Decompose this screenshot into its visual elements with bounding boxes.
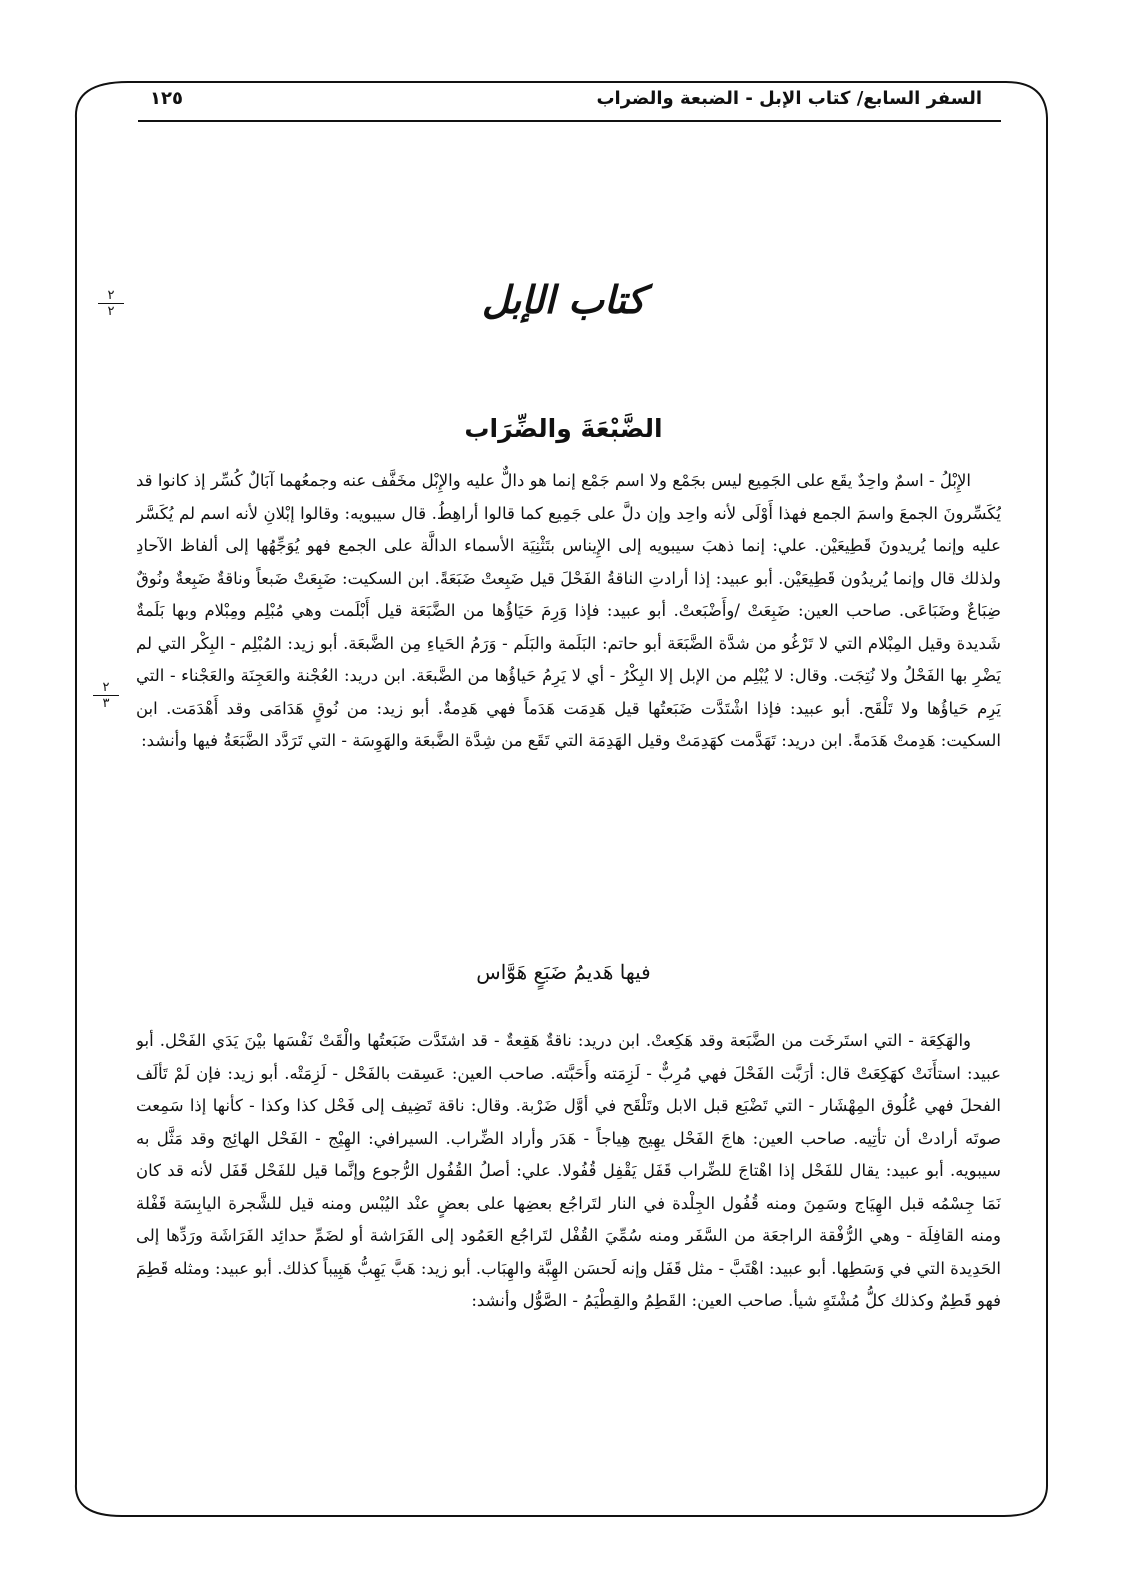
page-number: ١٢٥ (150, 88, 183, 109)
header-divider (138, 120, 1001, 122)
paragraph-text: الإِبْلُ - اسمٌ واحِدٌ يقَع على الجَمِيع ليس بجَمْع ولا اسم جَمْع إنما هو دالٌّ عليه والإِبْل مخَفَّف عنه وجمعُهما آبَالٌ كُسِّر إذ كانوا قد يُكَسِّرونَ الجمعَ واسمَ الجمع فهذا أَوْلَى لأنه واحِد وإن دلَّ على جَمِيع كما قالوا أراهِطُ. قال سيبويه: وقالوا إبْلانِ لأنه اسم لم يُكَسَّر عليه وإنما يُريدونَ قَطِيعَيْن. علي: إنما ذهبَ سيبويه إلى الإِيناس بتَثْنِيَة الأسماء الدالَّة على الجمع فهو يُوَجِّهُها إلى ألفاظ الآحادِ ولذلك قال وإنما يُريدُون قَطِيعَيْن. أبو عبيد: إذا أرادتِ الناقةُ الفَحْلَ قيل ضَبِعتْ ضَبَعَةً. ابن السكيت: ضَبِعَتْ ضَبعاً وناقةٌ ضَبِعةٌ ونُوقٌ ضِبَاعٌ وضَبَاعَى. صاحب العين: ضَبِعَتْ /وأَضْبَعتْ. أبو عبيد: فإذا وَرِمَ حَيَاؤُها من الضَّبَعَة قيل أَبْلَمت وهي مُبْلِم ومِبْلام وبها بَلَمةٌ شَديدة وقيل المِبْلام التي لا تَرْغُو من شدَّة الضَّبَعَة أبو حاتم: البَلَمة والبَلَم - وَرَمُ الحَياءِ مِن الضَّبعَة. أبو زيد: المُبْلِم - البِكْر التي لم يَضْرِ بها الفَحْلُ ولا نُتِجَت. وقال: لا يُبْلِم من الإبل إلا البِكْرُ - أي لا يَرِمُ حَياؤُها من الضَّبعَة. ابن دريد: العُجْنة والعَجِنَة والعَجْناء - التي يَرِم حَياؤُها ولا تَلْقَح. أبو عبيد: فإذا اشْتَدَّت ضَبَعتُها قيل هَدِمَت هَدَماً فهي هَدِمةٌ. أبو زيد: من نُوقٍ هَدَامَى وقد أَهْدَمَت. ابن السكيت: هَدِمتْ هَدَمةً. ابن دريد: تَهَدَّمت كهَدِمَتْ وقيل الهَدِمَة التي تَقَع من شِدَّة الضَّبعَة والهَوِسَة - التي تَرَدَّد الضَّبَعَةُ فيها وأنشد: (136, 471, 1001, 750)
margin-folio-bottom: ٢ (107, 304, 115, 319)
book-title: كتاب الإبل (481, 278, 646, 322)
margin-folio-top: ٢ (98, 288, 124, 304)
margin-folio-top: ٢ (93, 680, 119, 696)
verse-line: فيها هَديمُ ضَبَعٍ هَوَّاس (476, 960, 651, 984)
paragraph-text: والهَكِعَة - التي استَرخَت من الضَّبَعة وقد هَكِعتْ. ابن دريد: ناقةٌ هَقِعةٌ - قد اشتَدَّت ضَبَعتُها والْقَتْ نَفْسَها بيْنَ يَدَي الفَحْل. أبو عبيد: استأَنَتْ كهَكِعَتْ قال: أرَبَّت الفَحْلَ فهي مُرِبٌّ - لَزِمَته وأَحَبَّته. صاحب العين: عَسِقت بالفَحْل - لَزِمَتْه. أبو زيد: فإن لَمْ تَألَف الفحلَ فهي عُلُوق المِهْشَار - التي تَضْبَع قبل الابل وتَلْقَح في أوَّل ضَرْبة. وقال: ناقة تَضِيف إلى فَحْل كذا وكذا - كأنها إذا سَمِعت صوتَه أرادتْ أن تأتِيه. صاحب العين: هاجَ الفَحْل يهِيج هِياجاً - هَدَر وأراد الضِّراب. السيرافي: الهِيْج - الفَحْل الهائِج وقد مَثَّل به سيبويه. أبو عبيد: يقال للفَحْل إذا اهْتاجَ للضِّراب قَفَل يَقْفِل قُفُولا. علي: أصلُ القُفُول الرُّجوع وإنَّما قيل للفَحْل قَفَل لأنه قد كان نَمَا جِسْمُه قبل الهِيَاج وسَمِنَ ومنه قُفُول الجِلْدة في النار لتَراجُع بعضِها على بعضٍ عنْد اليُبْس ومنه قيل للشَّجرة اليابِسَة قَفْلة ومنه القافِلَة - وهي الرُّفْقة الراجعَة من السَّفَر ومنه سُمِّيَ القُفْل لتَراجُع العَمُود إلى الفَرَاشة أو لضَمِّ حدائِد الفَرَاشَة ورَدِّها إلى الحَدِيدة التي في وَسَطِها. أبو عبيد: اهْتَبَّ - مثل قَفَل وإنه لَحسَن الهِبَّة والهِبَاب. أبو زيد: هَبَّ يَهِبُّ هَبِيباً كذلك. أبو عبيد: ومثله قَطِمَ فهو قَطِمٌ وكذلك كلُّ مُشْتَهٍ شيأ. صاحب العين: القَطِمُ والقِطْيَمُ - الصَّوُّل وأنشد: (136, 1031, 1001, 1310)
section-title: الضَّبْعَةَ والضِّرَاب (464, 414, 663, 443)
margin-folio-bottom: ٣ (102, 696, 110, 711)
body-paragraph (136, 465, 1001, 910)
body-paragraph (136, 1025, 1001, 1420)
margin-folio-note (88, 680, 124, 711)
running-header-title: السفر السابع/ كتاب الإبل - الضبعة والضراب (596, 88, 982, 109)
